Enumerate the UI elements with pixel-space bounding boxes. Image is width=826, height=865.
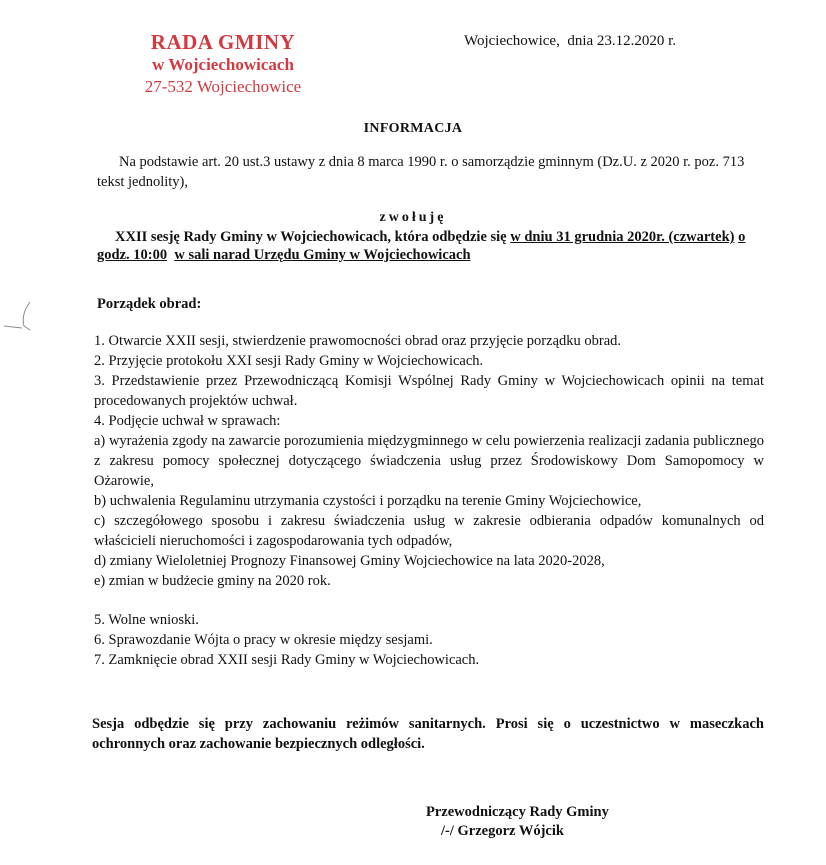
agenda-subitem: c) szczegółowego sposobu i zakresu świadczenia usług w zakresie odbierania odpadów komunalnych od właścicieli nieruchomości i zagospodarowania tych odpadów, (94, 513, 764, 549)
agenda-item: 5. Wolne wnioski. (94, 612, 199, 628)
scan-margin-mark (0, 300, 40, 340)
agenda-item: 4. Podjęcie uchwał w sprawach: (94, 413, 281, 429)
stamp-line-locality: w Wojciechowicach (152, 55, 294, 74)
signature-title: Przewodniczący Rady Gminy (426, 804, 609, 820)
document-title: INFORMACJA (363, 121, 463, 136)
legal-basis-paragraph: Na podstawie art. 20 ust.3 ustawy z dnia 8 marca 1990 r. o samorządzie gminnym (Dz.U. z 2020 r. poz. 713 tekst jednolity), (97, 154, 745, 190)
agenda-item: 2. Przyjęcie protokołu XXI sesji Rady Gminy w Wojciechowicach. (94, 353, 484, 369)
stamp-line-council: RADA GMINY (150, 30, 296, 54)
announcement-date: w dniu 31 grudnia 2020r. (czwartek) (510, 229, 735, 245)
agenda-item: 7. Zamknięcie obrad XXII sesji Rady Gminy w Wojciechowicach. (94, 652, 480, 668)
council-stamp (118, 30, 328, 98)
announcement-place: w sali narad Urzędu Gminy w Wojciechowicach (174, 247, 471, 263)
agenda-subitem: a) wyrażenia zgody na zawarcie porozumienia międzygminnego w celu powierzenia realizacji zadania publicznego z zakresu pomocy społecznej dotyczącego świadczenia usług przez Środowiskowy Dom Samopomocy w Ożarowie, (94, 433, 764, 489)
agenda-subitem: e) zmian w budżecie gminy na 2020 rok. (94, 573, 331, 589)
agenda-heading: Porządek obrad: (97, 296, 202, 312)
agenda-subitem: b) uchwalenia Regulaminu utrzymania czystości i porządku na terenie Gminy Wojciechowice, (94, 493, 642, 509)
announcement-time: o godz. 10:00 (97, 229, 746, 263)
agenda-list (94, 331, 764, 670)
place-and-date: Wojciechowice, dnia 23.12.2020 r. (464, 33, 677, 49)
announcement-session: XXII sesję Rady Gminy w Wojciechowicach, która odbędzie się (115, 229, 507, 245)
session-announcement (97, 228, 767, 264)
signature-name: /-/ Grzegorz Wójcik (441, 823, 564, 839)
agenda-item: 1. Otwarcie XXII sesji, stwierdzenie prawomocności obrad oraz przyjęcie porządku obrad. (94, 333, 622, 349)
agenda-spacer (94, 591, 764, 610)
agenda-item: 3. Przedstawienie przez Przewodniczącą Komisji Wspólnej Rady Gminy w Wojciechowicach opinii na temat procedowanych projektów uchwał. (94, 373, 764, 409)
stamp-line-address: 27-532 Wojciechowice (144, 77, 302, 96)
sanitary-notice: Sesja odbędzie się przy zachowaniu reżimów sanitarnych. Prosi się o uczestnictwo w maseczkach ochronnych oraz zachowanie bezpiecznych odległości. (92, 716, 764, 752)
agenda-subitem: d) zmiany Wieloletniej Prognozy Finansowej Gminy Wojciechowice na lata 2020-2028, (94, 553, 605, 569)
summon-word: zwołuję (379, 210, 447, 225)
agenda-item: 6. Sprawozdanie Wójta o pracy w okresie między sesjami. (94, 632, 433, 648)
